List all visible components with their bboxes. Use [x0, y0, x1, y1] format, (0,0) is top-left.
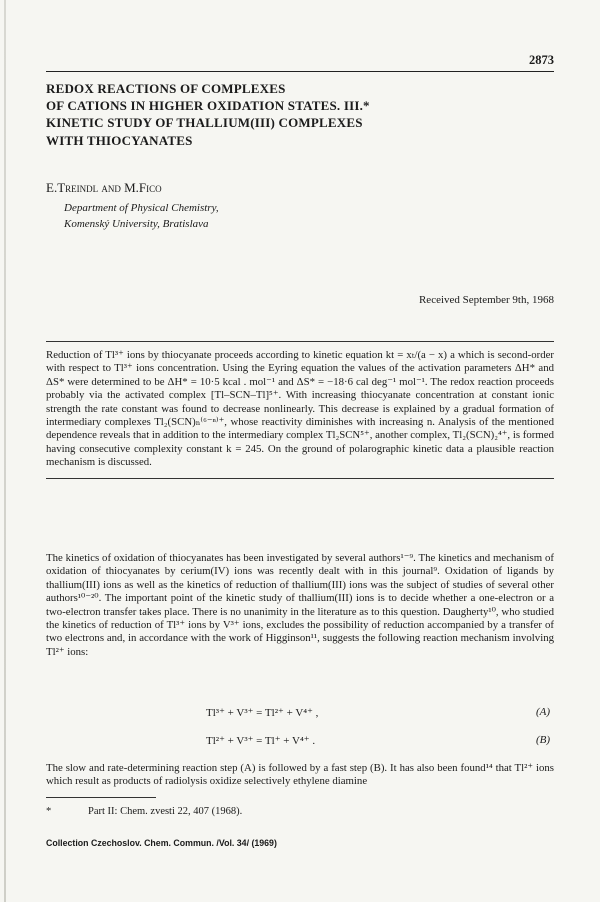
abstract [46, 341, 554, 479]
page-edge [4, 0, 6, 902]
article-title [46, 80, 554, 149]
body-paragraph-text: The slow and rate-determining reaction step (A) is followed by a fast step (B). It has also been found¹⁴ that Tl²⁺ ions which result as products of radiolysis oxidize selectively ethylene diamine [46, 762, 554, 788]
abstract-text: Reduction of Tl³⁺ ions by thiocyanate proceeds according to kinetic equation kt = xₜ/(a − x) a which is second-order with respect to Tl³⁺ ions concentration. Using the Eyring equation the values of the activation parameters ΔH* and ΔS* were determined to be ΔH* = 10·5 kcal . mol⁻¹ and ΔS* = −18·6 cal deg⁻¹ mol⁻¹. The redox reaction proceeds probably via the activated complex [Tl–SCN–Tl]⁵⁺. With increasing thiocyanate concentration at constant ionic strength the rate constant was found to decrease nonlinearly. This decrease is explained by a gradual formation of intermediary complexes Tl₂(SCN)ₙ⁽⁶⁻ⁿ⁾⁺, whose reactivity diminishes with increasing n. Analysis of the mentioned dependence reveals that in addition to the intermediary complex Tl₂SCN⁵⁺, another complex, Tl₂(SCN)₂⁴⁺, is formed having consecutive complexity constant k = 245. On the ground of polarographic kinetic data a plausible reaction mechanism is discussed. [46, 349, 554, 469]
title-line: REDOX REACTIONS OF COMPLEXES [46, 81, 286, 96]
title-line: KINETIC STUDY OF THALLIUM(III) COMPLEXES [46, 115, 363, 131]
footnote [46, 806, 242, 817]
title-line: WITH THIOCYANATES [46, 132, 193, 148]
body-paragraph [46, 552, 554, 659]
equation-label: (B) [535, 734, 550, 746]
footnote-rule [46, 797, 156, 798]
affiliation-line: Department of Physical Chemistry, [64, 202, 219, 214]
authors: E.Treindl and M.Fico [46, 180, 162, 195]
page-header [46, 55, 554, 72]
body-paragraph-continued [46, 762, 554, 789]
equation-label: (A) [535, 706, 550, 718]
body-paragraph-text: The kinetics of oxidation of thiocyanates has been investigated by several authors¹⁻⁹. The kinetics and mechanism of oxidation of thiocyanates by cerium(IV) ions was recently dealt with in this journal⁹. Oxidation of ligands by thallium(III) ions as well as the kinetics of reduction of thallium(III) ions was the subject of studies of several other authors¹⁰⁻²⁰. The important point of the kinetic study of thallium(III) ions is to decide whether a one-electron or a two-electron transfer takes place. There is no unanimity in the literature as to this question. Daugherty¹⁰, who studied the kinetics of reduction of Tl³⁺ ions by V³⁺ ions, excludes the possibility of reduction accompanied by a transfer of two electrons and, in accordance with the work of Higginson¹¹, suggests the following reaction mechanism involving Tl²⁺ ions: [46, 552, 554, 658]
footnote-marker: * [46, 806, 52, 817]
equation-text: Tl³⁺ + V³⁺ = Tl²⁺ + V⁴⁺ , [206, 707, 319, 719]
journal-citation: Collection Czechoslov. Chem. Commun. /Vol. 34/ (1969) [46, 838, 277, 848]
footnote-text: Part II: Chem. zvesti 22, 407 (1968). [88, 806, 243, 817]
equation-text: Tl²⁺ + V³⁺ = Tl⁺ + V⁴⁺ . [206, 735, 316, 747]
received-date: Received September 9th, 1968 [418, 294, 554, 306]
affiliation-line: Komenský University, Bratislava [64, 217, 209, 230]
title-line: OF CATIONS IN HIGHER OXIDATION STATES. III.* [46, 98, 370, 114]
page-number: 2873 [529, 53, 554, 67]
affiliation [64, 201, 219, 232]
